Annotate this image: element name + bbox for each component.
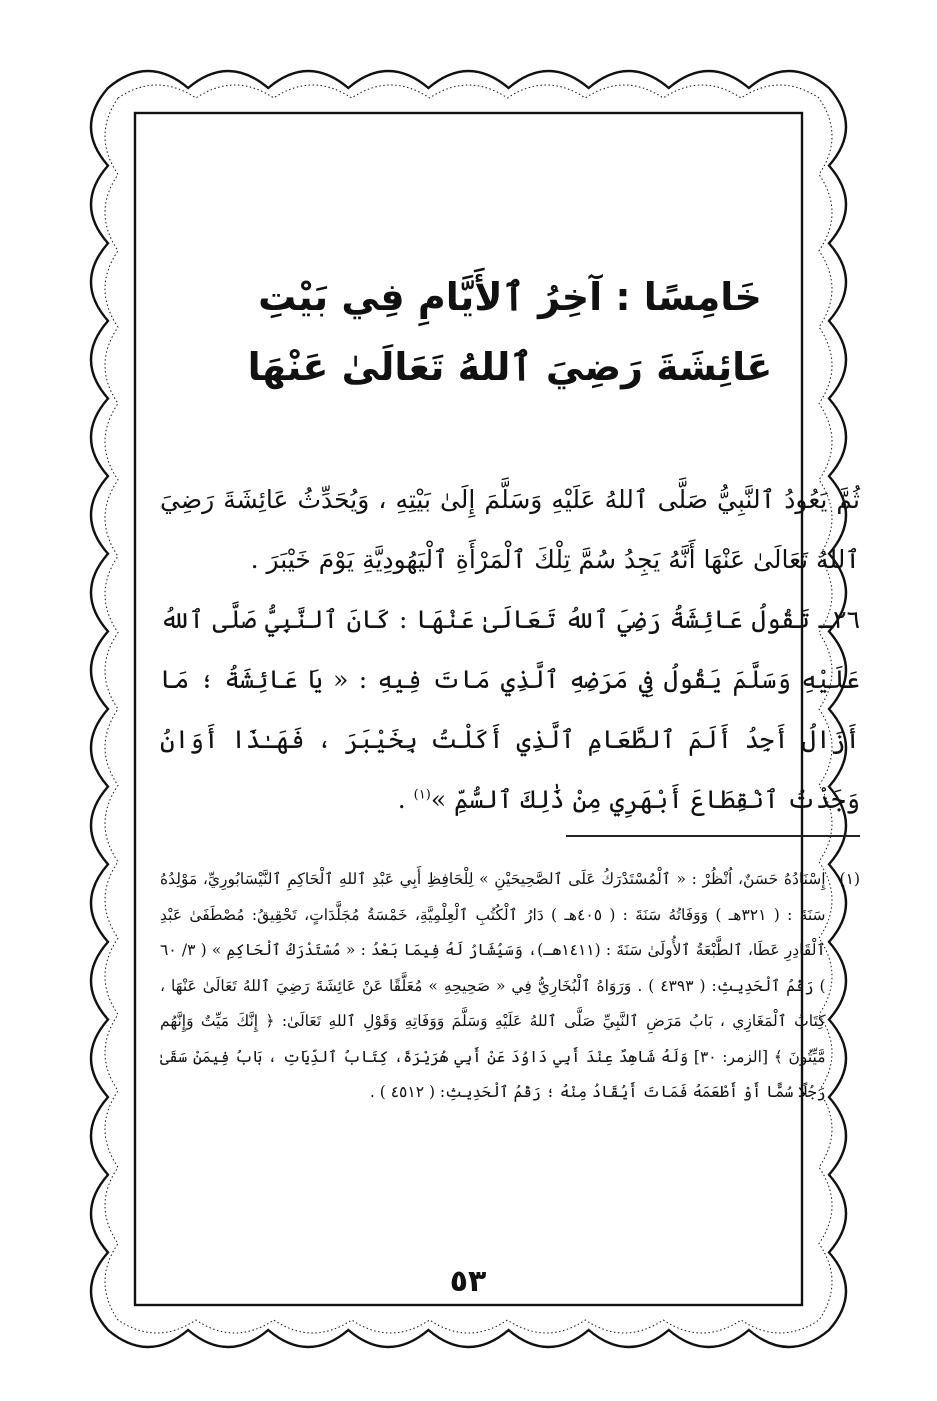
chapter-heading [160, 262, 860, 402]
paragraph-1: ثُمَّ يَعُودُ ٱلنَّبِيُّ صَلَّى ٱللهُ عَلَيْهِ وَسَلَّمَ إِلَىٰ بَيْتِهِ ، وَيُحَدِّثُ عَائِشَةَ رَضِيَ ٱللهُ تَعَالَىٰ عَنْهَا أَنَّهُ يَجِدُ سُمَّ تِلْكَ ٱلْمَرْأَةِ ٱلْيَهُودِيَّةِ يَوْمَ خَيْبَرَ . [160, 485, 860, 574]
chapter-heading-line-1: خَامِسًا : آخِرُ ٱلأَيَّامِ فِي بَيْتِ [258, 275, 762, 319]
footnote-marker: (١) [839, 870, 860, 888]
footnote-separator [566, 835, 860, 837]
footnote-reference: (١) [413, 787, 431, 803]
chapter-heading-line-2: عَائِشَةَ رَضِيَ ٱللهُ تَعَالَىٰ عَنْهَا [247, 345, 773, 389]
paragraph-2 [160, 590, 860, 830]
paragraph-2-text: ٢٦ـ تَقُولُ عَائِشَةُ رَضِيَ ٱللهُ تَعَالَىٰ عَنْهَا : كَانَ ٱلنَّبِيُّ صَلَّى ٱللهُ عَلَيْهِ وَسَلَّمَ يَقُولُ فِي مَرَضِهِ ٱلَّذِي مَاتَ فِيهِ : « يَا عَائِشَةُ ؛ مَا أَزَالُ أَجِدُ أَلَمَ ٱلطَّعَامِ ٱلَّذِي أَكَلْتُ بِخَيْبَرَ ، فَهَـٰذَا أَوَانُ وَجَدْتُ ٱنْقِطَاعَ أَبْهَرِي مِنْ ذَٰلِكَ ٱلسُّمِّ » [160, 605, 860, 814]
page-number: ٥٣ [449, 1264, 487, 1299]
footnotes [160, 862, 860, 1111]
paragraph-2-end: . [397, 785, 414, 814]
footnote-1 [160, 862, 860, 1111]
footnote-text: إِسْنَادُهُ حَسَنٌ، اُنْظُرْ : « ٱلْمُسْتَدْرَكُ عَلَى ٱلصَّحِيحَيْنِ » لِلْحَافِظِ أَبِي عَبْدِ ٱللهِ ٱلْحَاكِمِ ٱلنَّيْسَابُورِيِّ، مَوْلِدُهُ سَنَةَ : ( ٣٢١هـ ) وَوَفَاتُهُ سَنَةَ : ( ٤٠٥هـ ) دَارُ ٱلْكُتُبِ ٱلْعِلْمِيَّةِ، خَمْسَةُ مُجَلَّدَاتٍ، تَحْقِيقُ: مُصْطَفَىٰ عَبْدِ ٱلْقَادِرِ عَطَا، ٱلطَّبْعَةُ ٱلأُولَىٰ سَنَةَ : (١٤١١هـ)، وَسَيُشَارُ لَهُ فِيمَا بَعْدُ : « مُسْتَدْرَكُ ٱلْحَاكِمِ » ( ٣/ ٦٠ ) رَقْمُ ٱلْحَدِيثِ: ( ٤٣٩٣ ) . وَرَوَاهُ ٱلْبُخَارِيُّ فِي « صَحِيحِهِ » مُعَلَّقًا عَنْ عَائِشَةَ رَضِيَ ٱللهُ تَعَالَىٰ عَنْهَا ، كِتَابُ ٱلْمَغَازِي ، بَابُ مَرَضِ ٱلنَّبِيِّ صَلَّى ٱللهُ عَلَيْهِ وَسَلَّمَ وَوَفَاتِهِ وَقَوْلِ ٱللهِ تَعَالَىٰ: ﴿ إِنَّكَ مَيِّتٌ وَإِنَّهُم مَّيِّتُونَ ﴾ [الزمر: ٣٠] وَلَهُ شَاهِدٌ عِنْدَ أَبِي دَاوُدَ عَنْ أَبِي هُرَيْرَةَ، كِتَابُ ٱلدِّيَاتِ ، بَابُ فِيمَنْ سَقَىٰ رَجُلًا سُمًّا أَوْ أَطْعَمَهُ فَمَاتَ أَيُقَادُ مِنْهُ ؛ رَقْمُ ٱلْحَدِيثِ: ( ٤٥١٢ ) . [160, 870, 826, 1101]
main-text [160, 470, 860, 830]
